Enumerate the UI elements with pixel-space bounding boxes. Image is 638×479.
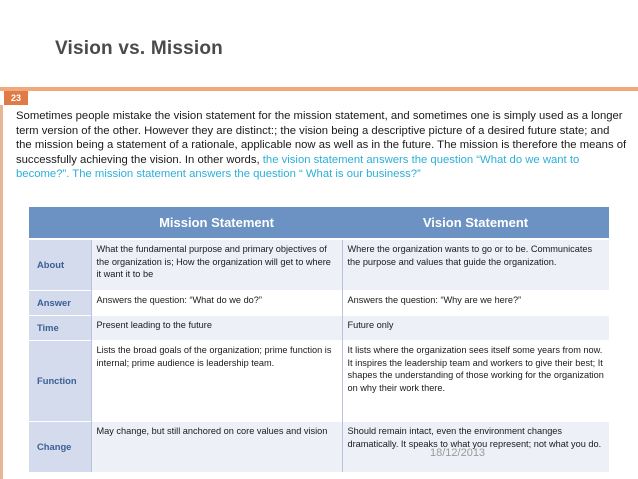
row-label: Time: [29, 316, 91, 341]
title-divider: [0, 87, 638, 91]
intro-highlight: the vision statement answers the question “What do we want to become?”. The mission statement answers the question “ What is our business?”: [16, 153, 580, 181]
comparison-table: [29, 207, 609, 472]
mission-cell: Answers the question: “What do we do?”: [91, 291, 342, 316]
table-row-answer: [29, 291, 609, 316]
slide-date: 18/12/2013: [430, 447, 486, 459]
mission-cell: Lists the broad goals of the organization; prime function is internal; prime audience is leadership team.: [91, 341, 342, 422]
header-corner: [29, 207, 91, 239]
row-label: Function: [29, 341, 91, 422]
vision-cell: Future only: [342, 316, 609, 341]
left-accent-bar: [0, 105, 3, 479]
row-label: Change: [29, 422, 91, 473]
table-header-row: [29, 207, 609, 239]
row-label: About: [29, 239, 91, 291]
table-row-function: [29, 341, 609, 422]
vision-cell: It lists where the organization sees itself some years from now. It inspires the leadership team and workers to give their best; It shapes the understanding of those working for the organization on why their work there.: [342, 341, 609, 422]
slide-title: Vision vs. Mission: [55, 38, 223, 59]
table-row-about: [29, 239, 609, 291]
table-row-change: [29, 422, 609, 473]
vision-cell: Should remain intact, even the environment changes dramatically. It speaks to what you represent; not what you do.: [342, 422, 609, 473]
row-label: Answer: [29, 291, 91, 316]
mission-cell: Present leading to the future: [91, 316, 342, 341]
table-row-time: [29, 316, 609, 341]
intro-text: Sometimes people mistake the vision statement for the mission statement, and sometimes one is simply used as a longer term version of the other. However they are distinct:; the vision being a descriptive picture of a desired future state; and the mission being a statement of a rationale, applicable now as well as in the future. The mission is therefore the means of successfully achieving the vision. In other words,: [16, 110, 627, 166]
mission-cell: May change, but still anchored on core values and vision: [91, 422, 342, 473]
slide-number-badge: 23: [4, 91, 28, 105]
vision-cell: Answers the question: “Why are we here?”: [342, 291, 609, 316]
intro-paragraph: [16, 109, 628, 182]
vision-cell: Where the organization wants to go or to be. Communicates the purpose and values that guide the organization.: [342, 239, 609, 291]
header-vision: Vision Statement: [342, 207, 609, 239]
mission-cell: What the fundamental purpose and primary objectives of the organization is; How the organization will get to where it want it to be: [91, 239, 342, 291]
header-mission: Mission Statement: [91, 207, 342, 239]
